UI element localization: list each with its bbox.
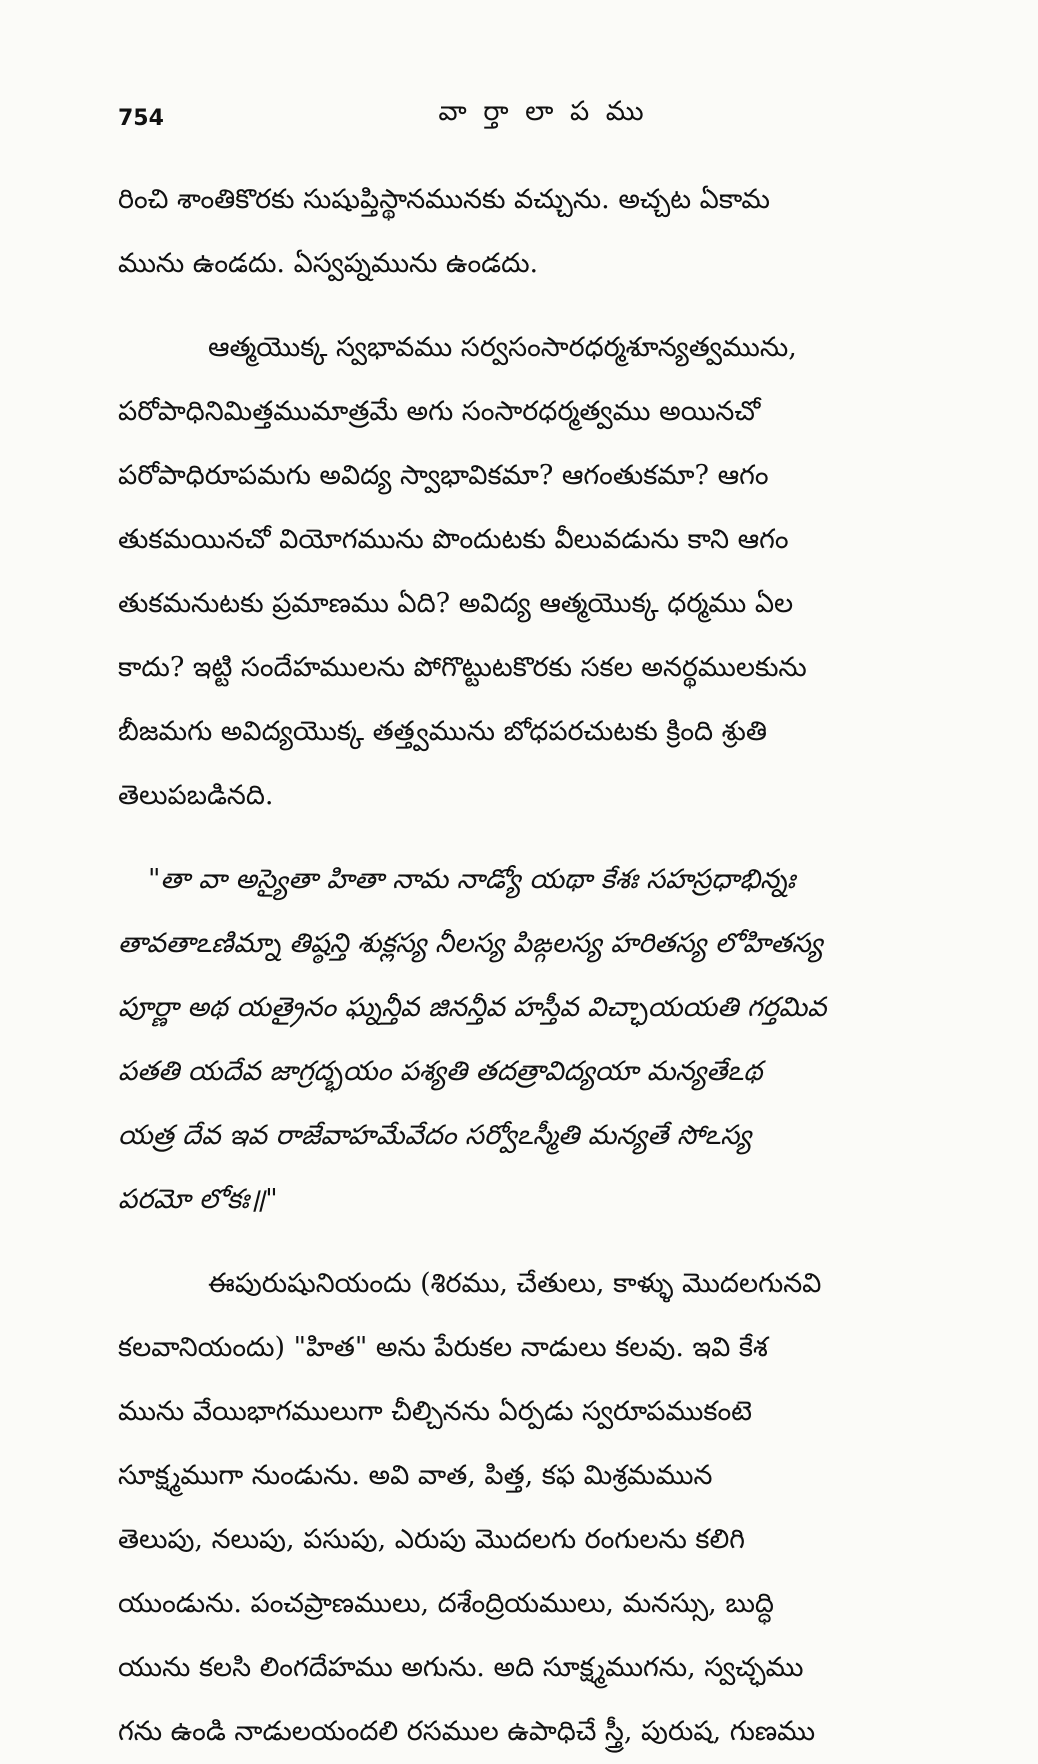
- verse-line: యత్ర దేవ ఇవ రాజేవాహమేవేదం సర్వోఽస్మీతి మన్యతే సోఽస్య: [118, 1120, 752, 1151]
- page-number: 754: [118, 106, 164, 131]
- text-line: కలవానియందు) "హిత" అను పేరుకల నాడులు కలవు. ఇవి కేశ: [118, 1332, 768, 1363]
- verse-quotation: [118, 848, 968, 1232]
- text-line: మును వేయిభాగములుగా చీల్చినను ఏర్పడు స్వరూపముకంటె: [118, 1396, 752, 1427]
- verse-line: పరమో లోకః॥": [118, 1184, 278, 1215]
- page-header: [118, 96, 968, 146]
- text-line: తుకమయినచో వియోగమును పొందుటకు వీలువడును కాని ఆగం: [118, 524, 789, 555]
- text-line: బీజమగు అవిద్యయొక్క తత్త్వమును బోధపరచుటకు క్రింది శ్రుతి: [118, 716, 767, 747]
- text-line: కాదు? ఇట్టి సందేహములను పోగొట్టుటకొరకు సకల అనర్థములకును: [118, 652, 807, 683]
- text-line: ఆత్మయొక్క స్వభావము సర్వసంసారధర్మశూన్యత్వమును,: [208, 332, 797, 363]
- text-line: సూక్ష్మముగా నుండును. అవి వాత, పిత్త, కఫ మిశ్రమమున: [118, 1460, 713, 1491]
- text-line: తెలుపు, నలుపు, పసుపు, ఎరుపు మొదలగు రంగులను కలిగి: [118, 1524, 746, 1555]
- text-line: గను ఉండి నాడులయందలి రసముల ఉపాధిచే స్త్రీ, పురుష, గుణము: [118, 1716, 816, 1747]
- verse-line: పూర్ణా అథ యత్రైనం ఘ్నన్తీవ జినన్తీవ హస్తీవ విచ్ఛాయయతి గర్తమివ: [118, 992, 827, 1023]
- text-line: మును ఉండదు. ఏస్వప్నమును ఉండదు.: [118, 248, 539, 279]
- paragraph-question: [118, 316, 968, 828]
- verse-line: "తా వా అస్యైతా హితా నామ నాడ్యో యథా కేశః సహస్రధాభిన్నః: [148, 864, 796, 895]
- text-line: రించి శాంతికొరకు సుషుప్తిస్థానమునకు వచ్చును. అచ్చట ఏకామ: [118, 184, 770, 215]
- running-title: వా ర్తా లా ప ము: [438, 96, 648, 127]
- paragraph-continuation: [118, 168, 968, 296]
- verse-line: తావతాఽణిమ్నా తిష్ఠన్తి శుక్లస్య నీలస్య పిఙ్గలస్య హరితస్య లోహితస్య: [118, 928, 823, 959]
- text-line: యును కలసి లింగదేహము అగును. అది సూక్ష్మముగను, స్వచ్ఛము: [118, 1652, 804, 1683]
- text-line: ఈపురుషునియందు (శిరము, చేతులు, కాళ్ళు మొదలగునవి: [208, 1268, 822, 1299]
- text-line: పరోపాధినిమిత్తముమాత్రమే అగు సంసారధర్మత్వము అయినచో: [118, 396, 761, 427]
- text-line: తెలుపబడినది.: [118, 780, 274, 811]
- verse-line: పతతి యదేవ జాగ్రద్భయం పశ్యతి తదత్రావిద్యయా మన్యతేఽథ: [118, 1056, 763, 1087]
- paragraph-explanation: [118, 1252, 968, 1764]
- text-line: పరోపాధిరూపమగు అవిద్య స్వాభావికమా? ఆగంతుకమా? ఆగం: [118, 460, 769, 491]
- text-line: యుండును. పంచప్రాణములు, దశేంద్రియములు, మనస్సు, బుద్ధి: [118, 1588, 774, 1619]
- text-line: తుకమనుటకు ప్రమాణము ఏది? అవిద్య ఆత్మయొక్క ధర్మము ఏల: [118, 588, 794, 619]
